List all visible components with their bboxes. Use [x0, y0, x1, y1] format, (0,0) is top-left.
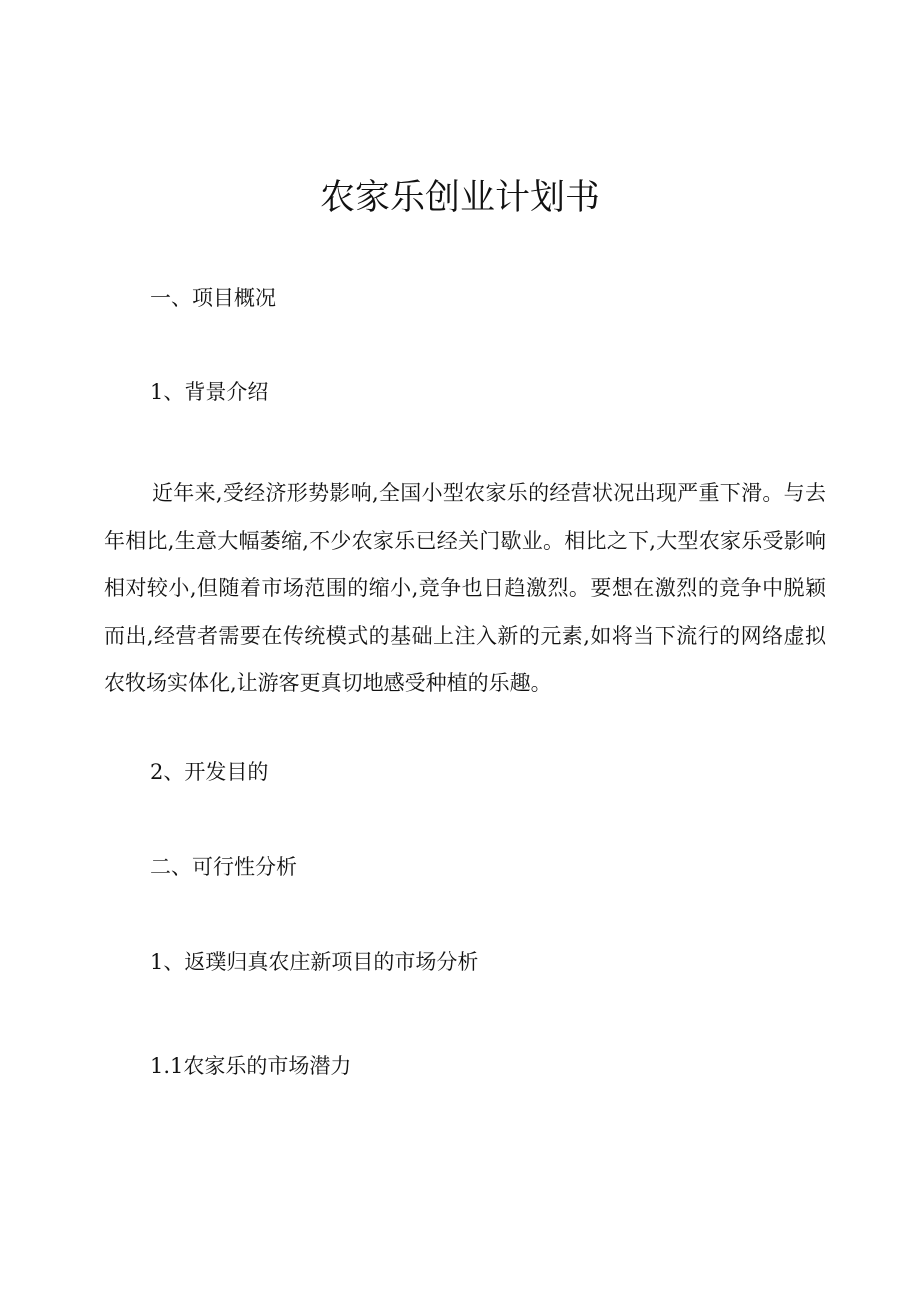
section-heading-project-overview: 一、项目概况	[150, 286, 276, 310]
section-heading-feasibility-analysis: 二、可行性分析	[150, 855, 297, 879]
background-paragraph: 近年来,受经济形势影响,全国小型农家乐的经营状况出现严重下滑。与去年相比,生意大幅萎缩,不少农家乐已经关门歇业。相比之下,大型农家乐受影响相对较小,但随着市场范围的缩小,竞争也日趋激烈。要想在激烈的竞争中脱颖而出,经营者需要在传统模式的基础上注入新的元素,如将当下流行的网络虚拟农牧场实体化,让游客更真切地感受种植的乐趣。	[104, 481, 826, 695]
subsection-heading-market-potential: 1.1农家乐的市场潜力	[150, 1054, 352, 1078]
subsection-heading-background: 1、背景介绍	[150, 380, 269, 404]
document-title: 农家乐创业计划书	[319, 178, 600, 218]
subsection-heading-development-purpose: 2、开发目的	[150, 760, 269, 784]
subsection-heading-market-analysis: 1、返璞归真农庄新项目的市场分析	[150, 950, 479, 974]
